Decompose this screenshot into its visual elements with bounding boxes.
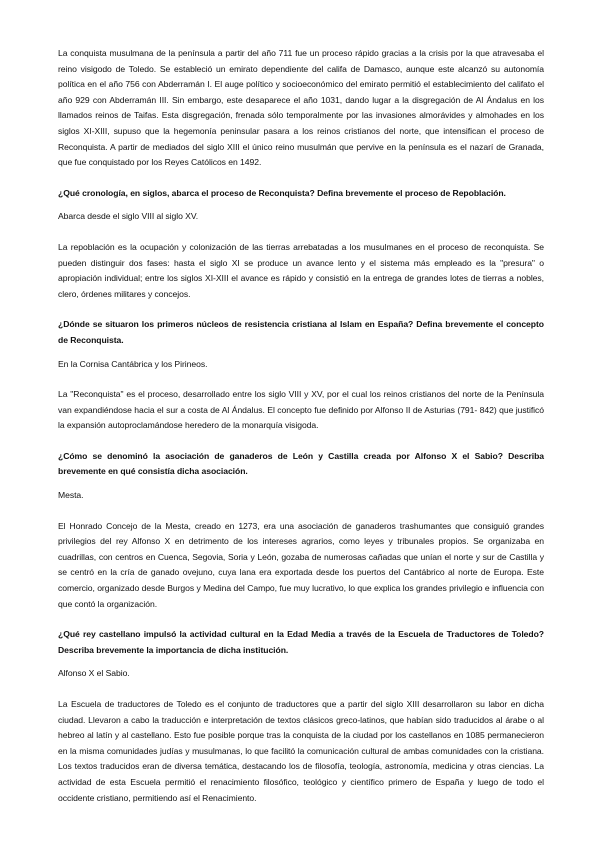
paragraph-muslim-conquest: La conquista musulmana de la península a partir del año 711 fue un proceso rápido gracias a la crisis por la que atravesaba el reino visigodo de Toledo. Se estableció un emirato dependiente del califa de Damasco, aunque este alcanzó su autonomía política en el año 756 con Abderramán I. El auge político y socioeconómico del emirato permitió el establecimiento del califato el año 929 con Abderramán III. Sin embargo, este desaparece el año 1031, dando lugar a la disgregación de Al Ándalus en los llamados reinos de Taifas. Esta disgregación, frenada sólo temporalmente por las invasiones almorávides y almohades en los siglos XI-XIII, supuso que la hegemonía peninsular pasara a los reinos cristianos del norte, que intensifican el proceso de Reconquista. A partir de mediados del siglo XIII el único reino musulmán que pervive en la península es el nazarí de Granada, que fue conquistado por los Reyes Católicos en 1492. <box>58 48 544 168</box>
answer-mesta: Mesta. <box>58 490 84 501</box>
document-page <box>58 46 544 806</box>
question-toledo-school: ¿Qué rey castellano impulsó la actividad cultural en la Edad Media a través de la Escuela de Traductores de Toledo? Describa brevemente la importancia de dicha institución. <box>58 629 544 655</box>
answer-toledo-school: Alfonso X el Sabio. <box>58 668 130 679</box>
paragraph-mesta: El Honrado Concejo de la Mesta, creado en 1273, era una asociación de ganaderos trashumantes que consiguió grandes privilegios del rey Alfonso X en detrimento de los intereses agrarios, como leyes y tribunales propios. Se organizaba en cuadrillas, con centros en Cuenca, Segovia, Soria y León, gozaba de numerosas cañadas que unían el norte y sur de Castilla y se centró en la cría de ganado ovejuno, cuya lana era exportada desde los puertos del Cantábrico al norte de Europa. Este comercio, organizado desde Burgos y Medina del Campo, fue muy lucrativo, lo que explica los grandes privilegio e influencia con que contó la organización. <box>58 520 544 609</box>
question-mesta: ¿Cómo se denominó la asociación de ganaderos de León y Castilla creada por Alfonso X el Sabio? Describa brevemente en qué consistía dicha asociación. <box>58 450 544 477</box>
question-reconquista-chronology: ¿Qué cronología, en siglos, abarca el proceso de Reconquista? Defina brevemente el proceso de Repoblación. <box>58 187 506 198</box>
paragraph-reconquista-definition: La "Reconquista" es el proceso, desarrollado entre los siglo VIII y XV, por el cual los reinos cristianos del norte de la Península van expandiéndose hacia el sur a costa de Al Ándalus. El concepto fue definido por Alfonso II de Asturias (791- 842) que justificó la expansión autoproclamándose heredero de la monarquía visigoda. <box>58 389 544 431</box>
question-resistance-nuclei: ¿Dónde se situaron los primeros núcleos de resistencia cristiana al Islam en España? Defina brevemente el concepto de Reconquista. <box>58 319 544 345</box>
paragraph-repoblacion: La repoblación es la ocupación y colonización de las tierras arrebatadas a los musulmanes en el proceso de reconquista. Se pueden distinguir dos fases: hasta el siglo XI se produce un avance lento y el sistema más empleado es la "presura" o apropiación individual; entre los siglos XI-XIII el avance es rápido y consistió en la entrega de grandes lotes de tierras a nobles, clero, órdenes militares y concejos. <box>58 241 544 299</box>
paragraph-toledo-school: La Escuela de traductores de Toledo es el conjunto de traductores que a partir del siglo XIII desarrollaron su labor en dicha ciudad. Llevaron a cabo la traducción e interpretación de textos clásicos greco-latinos, que habían sido traducidos al árabe o al hebreo al latín y al castellano. Esto fue posible porque tras la conquista de la ciudad por los castellanos en 1085 permanecieron en la misma comunidades judías y musulmanas, lo que facilitó la comunicación cultural de ambas comunidades con la cristiana. Los textos traducidos eran de diversa temática, destacando los de filosofía, teología, astronomía, medicina y otras ciencias. La actividad de esta Escuela permitió el renacimiento filosófico, teológico y científico primero de España y luego de todo el occidente cristiano, permitiendo así el Renacimiento. <box>58 699 544 803</box>
answer-resistance-nuclei: En la Cornisa Cantábrica y los Pirineos. <box>58 358 208 369</box>
answer-reconquista-chronology: Abarca desde el siglo VIII al siglo XV. <box>58 211 199 222</box>
